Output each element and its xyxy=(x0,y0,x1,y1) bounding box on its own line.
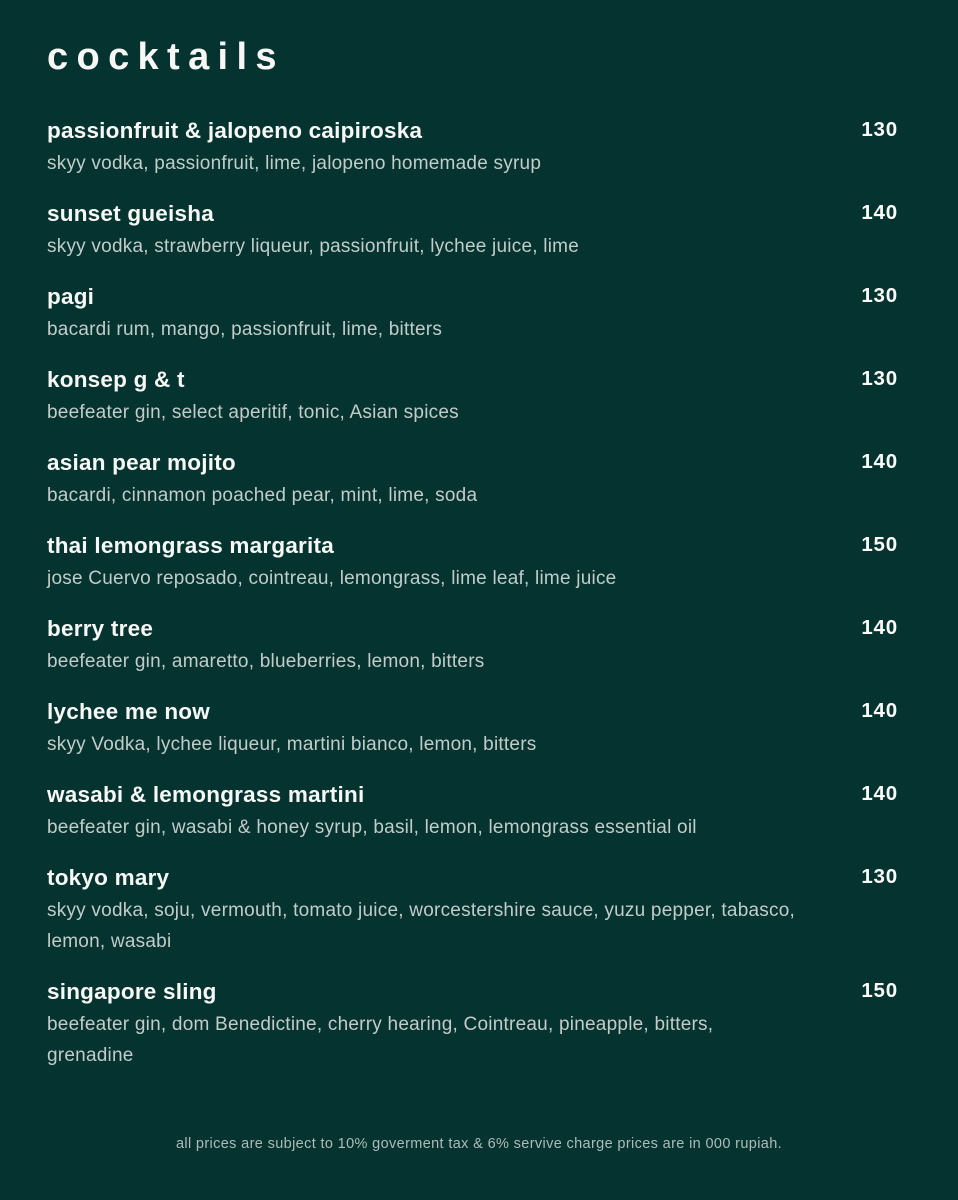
item-description: skyy vodka, soju, vermouth, tomato juice, worcestershire sauce, yuzu pepper, tabasco, lemon, wasabi xyxy=(47,900,796,952)
menu-item xyxy=(47,698,898,760)
menu-item-head xyxy=(47,698,898,726)
item-name: thai lemongrass margarita xyxy=(47,533,334,558)
item-description: skyy Vodka, lychee liqueur, martini bianco, lemon, bitters xyxy=(47,734,537,755)
footer-note: all prices are subject to 10% goverment tax & 6% servive charge prices are in 000 rupiah. xyxy=(175,1136,783,1152)
item-description: beefeater gin, amaretto, blueberries, lemon, bitters xyxy=(47,651,485,672)
menu-item-head xyxy=(47,532,898,560)
item-price: 140 xyxy=(861,782,898,805)
menu-item xyxy=(47,532,898,594)
item-price: 150 xyxy=(861,979,898,1002)
menu-item xyxy=(47,117,898,179)
menu-list xyxy=(47,117,898,1071)
item-name: lychee me now xyxy=(47,699,210,724)
item-name: passionfruit & jalopeno caipiroska xyxy=(47,118,423,143)
item-price: 130 xyxy=(861,118,898,141)
menu-item-head xyxy=(47,781,898,809)
menu-item xyxy=(47,283,898,345)
item-price: 140 xyxy=(861,201,898,224)
item-price: 140 xyxy=(861,699,898,722)
item-name: konsep g & t xyxy=(47,367,185,392)
item-price: 140 xyxy=(861,450,898,473)
item-description: skyy vodka, strawberry liqueur, passionfruit, lychee juice, lime xyxy=(47,236,580,257)
item-name: tokyo mary xyxy=(47,865,170,890)
item-description: bacardi rum, mango, passionfruit, lime, bitters xyxy=(47,319,443,340)
item-price: 140 xyxy=(861,616,898,639)
item-description: jose Cuervo reposado, cointreau, lemongrass, lime leaf, lime juice xyxy=(47,568,617,589)
item-description: skyy vodka, passionfruit, lime, jalopeno homemade syrup xyxy=(47,153,542,174)
menu-item-head xyxy=(47,200,898,228)
item-price: 150 xyxy=(861,533,898,556)
item-name: berry tree xyxy=(47,616,154,641)
item-name: sunset gueisha xyxy=(47,201,214,226)
menu-item xyxy=(47,366,898,428)
item-name: pagi xyxy=(47,284,95,309)
item-name: asian pear mojito xyxy=(47,450,236,475)
menu-item xyxy=(47,864,898,957)
item-name: singapore sling xyxy=(47,979,217,1004)
menu-item xyxy=(47,615,898,677)
menu-item-head xyxy=(47,283,898,311)
item-description: bacardi, cinnamon poached pear, mint, lime, soda xyxy=(47,485,478,506)
menu-item-head xyxy=(47,615,898,643)
item-name: wasabi & lemongrass martini xyxy=(47,782,365,807)
item-price: 130 xyxy=(861,865,898,888)
menu-item-head xyxy=(47,978,898,1006)
menu-item xyxy=(47,449,898,511)
item-description: beefeater gin, dom Benedictine, cherry hearing, Cointreau, pineapple, bitters, grenadine xyxy=(47,1014,714,1066)
item-description: beefeater gin, wasabi & honey syrup, basil, lemon, lemongrass essential oil xyxy=(47,817,697,838)
item-description: beefeater gin, select aperitif, tonic, Asian spices xyxy=(47,402,459,423)
menu-item xyxy=(47,978,898,1071)
item-price: 130 xyxy=(861,367,898,390)
page-title: cocktails xyxy=(47,36,285,78)
menu-item-head xyxy=(47,864,898,892)
item-price: 130 xyxy=(861,284,898,307)
menu-item xyxy=(47,200,898,262)
menu-item-head xyxy=(47,366,898,394)
menu-item-head xyxy=(47,449,898,477)
menu-item-head xyxy=(47,117,898,145)
menu-item xyxy=(47,781,898,843)
